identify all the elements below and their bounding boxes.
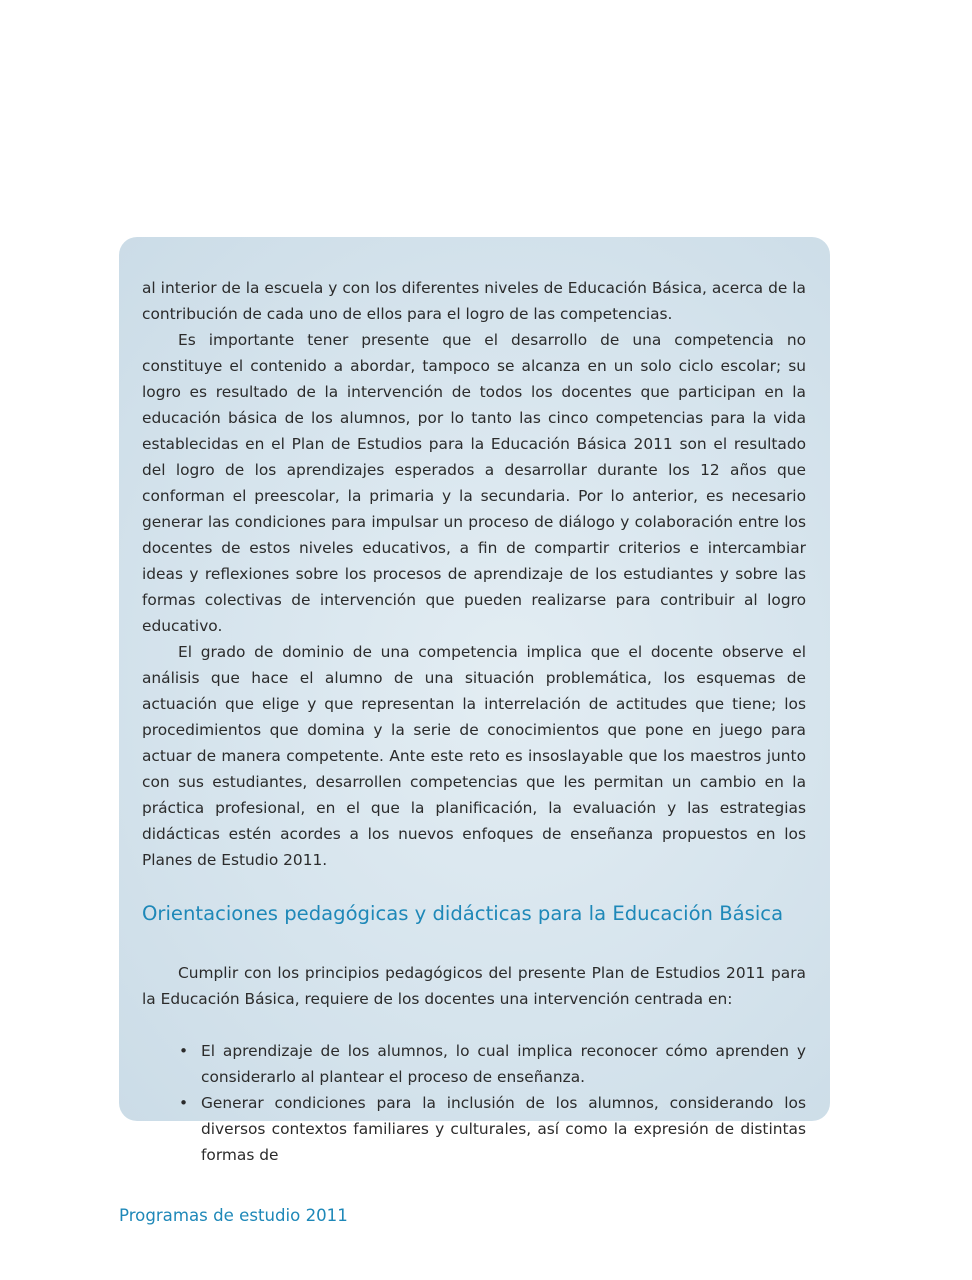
content-panel [119, 237, 830, 1164]
list-item-text: El aprendizaje de los alumnos, lo cual implica reconocer cómo aprenden y considerarlo al plantear el proceso de enseñanza. [201, 1042, 806, 1086]
bullet-icon: • [179, 1094, 189, 1112]
footer-title: Programas de estudio 2011 [119, 1206, 348, 1225]
section-heading: Orientaciones pedagógicas y didácticas para la Educación Básica [142, 902, 784, 925]
list-item [179, 1038, 806, 1090]
paragraph-grado-dominio: El grado de dominio de una competencia implica que el docente observe el análisis que hace el alumno de una situación problemática, los esquemas de actuación que elige y que representan la interrelación de actitudes que tiene; los procedimientos que domina y la serie de conocimientos que pone en juego para actuar de manera competente. Ante este reto es insoslayable que los maestros junto con sus estudiantes, desarrollen competencias que les permitan un cambio en la práctica profesional, en el que la planificación, la evaluación y las estrategias didácticas estén acordes a los nuevos enfoques de enseñanza propuestos en los Planes de Estudio 2011. [142, 643, 806, 869]
bullet-list [142, 1038, 806, 1168]
paragraph-continuation: al interior de la escuela y con los diferentes niveles de Educación Básica, acerca de la contribución de cada uno de ellos para el logro de las competencias. [142, 279, 806, 323]
list-item-text: Generar condiciones para la inclusión de los alumnos, considerando los diversos contextos familiares y culturales, así como la expresión de distintas formas de [201, 1094, 806, 1164]
list-item [179, 1090, 806, 1168]
bullet-icon: • [179, 1042, 189, 1060]
paragraph-competencia: Es importante tener presente que el desarrollo de una competencia no constituye el contenido a abordar, tampoco se alcanza en un solo ciclo escolar; su logro es resultado de la intervención de todos los docentes que participan en la educación básica de los alumnos, por lo tanto las cinco competencias para la vida establecidas en el Plan de Estudios para la Educación Básica 2011 son el resultado del logro de los aprendizajes esperados a desarrollar durante los 12 años que conforman el preescolar, la primaria y la secundaria. Por lo anterior, es necesario generar las condiciones para impulsar un proceso de diálogo y colaboración entre los docentes de estos niveles educativos, a fin de compartir criterios e intercambiar ideas y reflexiones sobre los procesos de aprendizaje de los estudiantes y sobre las formas colectivas de intervención que pueden realizarse para contribuir al logro educativo. [142, 331, 806, 635]
paragraph-intro: Cumplir con los principios pedagógicos del presente Plan de Estudios 2011 para la Educación Básica, requiere de los docentes una intervención centrada en: [142, 964, 806, 1008]
